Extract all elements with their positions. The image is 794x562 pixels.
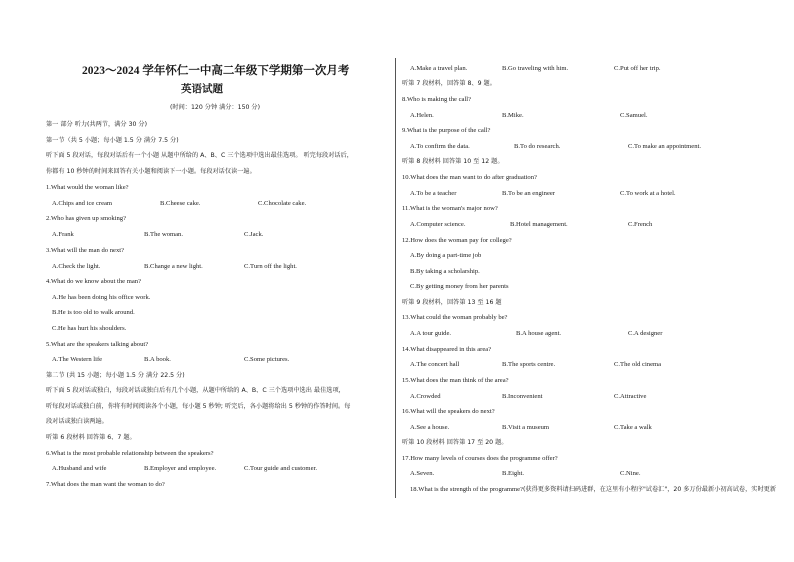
option-b: B.Eight. — [502, 470, 524, 477]
time-info: (时间：120 分钟 满分：150 分) — [170, 104, 261, 111]
question-18-text: 18.What is the strength of the programme? — [410, 486, 523, 493]
option-b: B.Mike. — [502, 112, 524, 119]
option-a: A.Chips and ice cream — [52, 200, 113, 207]
question-13: 13.What could the woman probably be? — [402, 314, 508, 321]
question-14: 14.What disappeared in this area? — [402, 346, 492, 353]
instruction-line: 听下面 5 段对话或独白，每段对话或独白后有几个小题，从题中所给的 A、B、C 三个选项中选出 最佳选项， — [46, 387, 345, 394]
option-c: C.Nine. — [620, 470, 641, 477]
option-c: C.To work at a hotel. — [620, 190, 676, 197]
question-4: 4.What do we know about the man? — [46, 278, 142, 285]
question-17: 17.How many levels of courses does the programme offer? — [402, 455, 558, 462]
option-a: A.Computer science. — [410, 221, 466, 228]
option-c: C.A designer — [628, 330, 663, 337]
option-a: A.Make a travel plan. — [410, 65, 468, 72]
option-a: A.Husband and wife — [52, 465, 107, 472]
option-c: C.Tour guide and customer. — [244, 465, 317, 472]
material-heading: 听第 7 段材料，回答第 8、9 题。 — [402, 80, 496, 87]
option-c: C.Samuel. — [620, 112, 648, 119]
option-a: A.The Western life — [52, 356, 103, 363]
option-b: B.To be an engineer — [502, 190, 556, 197]
option-b: B.Visit a museum — [502, 424, 550, 431]
option-a: A.Frank — [52, 231, 74, 238]
option-c: C.Put off her trip. — [614, 65, 661, 72]
option-a: A.A tour guide. — [410, 330, 452, 337]
question-5: 5.What are the speakers talking about? — [46, 341, 149, 348]
question-15: 15.What does the man think of the area? — [402, 377, 509, 384]
option-b: B.Hotel management. — [510, 221, 568, 228]
option-a: A.Check the light. — [52, 263, 101, 270]
option-c: C.To make an appointment. — [628, 143, 701, 150]
option-b: B.The woman. — [144, 231, 184, 238]
question-7: 7.What does the man want the woman to do? — [46, 481, 165, 488]
material-heading: 听第 10 段材料 回答第 17 至 20 题。 — [402, 439, 508, 446]
material-heading: 听第 6 段材料 回答第 6、7 题。 — [46, 434, 136, 441]
option-b: B.A book. — [144, 356, 171, 363]
option-b: B.He is too old to walk around. — [52, 309, 135, 316]
option-c: C.Turn off the light. — [244, 263, 297, 270]
option-a: A.Helen. — [410, 112, 434, 119]
question-8: 8.Who is making the call? — [402, 96, 472, 103]
option-c: C.By getting money from her parents — [410, 283, 509, 290]
option-a: A.By doing a part-time job — [410, 252, 482, 259]
option-a: A.To be a teacher — [410, 190, 457, 197]
instruction-line: 听下面 5 段对话，每段对话后有一个小题 从题中所给的 A、B、C 三个选项中选出最佳选项。 听完每段对话后， — [46, 152, 353, 159]
option-c: C.Take a walk — [614, 424, 652, 431]
question-10: 10.What does the man want to do after graduation? — [402, 174, 537, 181]
question-16: 16.What will the speakers do next? — [402, 408, 495, 415]
instruction-line: 你都有 10 秒钟的时间来回答有关小题和阅读下一小题。每段对话仅读一遍。 — [46, 168, 256, 175]
option-a: A.He has been doing his office work. — [52, 294, 151, 301]
option-c: C.French — [628, 221, 653, 228]
option-c: C.He has hurt his shoulders. — [52, 325, 127, 332]
option-b: B.The sports centre. — [502, 361, 556, 368]
part-heading: 第一 部分 听力(共两节，满分 30 分) — [46, 121, 148, 128]
option-c: C.Jack. — [244, 231, 264, 238]
option-c: C.Attractive — [614, 393, 647, 400]
instruction-line: 听每段对话或独白前，你将有时间阅读各个小题，每小题 5 秒钟; 听完后，各小题将给出 5 秒钟的作答时间。每 — [46, 403, 351, 410]
option-a: A.To confirm the data. — [410, 143, 470, 150]
section-heading: 第一节（共 5 小题；每小题 1.5 分 满分 7.5 分) — [46, 137, 179, 144]
question-6: 6.What is the most probable relationship between the speakers? — [46, 450, 214, 457]
question-18 — [410, 486, 776, 494]
option-c: C.Chocolate cake. — [258, 200, 307, 207]
option-b: B.By taking a scholarship. — [410, 268, 480, 275]
question-12: 12.How does the woman pay for college? — [402, 237, 512, 244]
option-b: B.To do research. — [514, 143, 561, 150]
question-3: 3.What will the man do next? — [46, 247, 125, 254]
material-heading: 听第 8 段材料 回答第 10 至 12 题。 — [402, 158, 504, 165]
material-heading: 听第 9 段材料，回答第 13 至 16 题 — [402, 299, 502, 306]
option-b: B.Go traveling with him. — [502, 65, 569, 72]
section-heading: 第二节 (共 15 小题；每小题 1.5 分 满分 22.5 分) — [46, 372, 185, 379]
instruction-line: 段对话或独白读两遍。 — [46, 418, 108, 425]
option-c: C.Some pictures. — [244, 356, 290, 363]
option-a: A.Crowded — [410, 393, 441, 400]
option-c: C.The old cinema — [614, 361, 662, 368]
option-b: B.A house agent. — [516, 330, 562, 337]
question-2: 2.Who has given up smoking? — [46, 215, 127, 222]
option-b: B.Inconvenient — [502, 393, 543, 400]
option-a: A.Seven. — [410, 470, 435, 477]
exam-title: 2023～2024 学年怀仁一中高二年级下学期第一次月考 — [82, 65, 350, 77]
column-divider — [395, 58, 396, 498]
question-9: 9.What is the purpose of the call? — [402, 127, 491, 134]
option-b: B.Cheese cake. — [160, 200, 201, 207]
option-b: B.Change a new light. — [144, 263, 203, 270]
option-a: A.The concert hall — [410, 361, 460, 368]
question-1: 1.What would the woman like? — [46, 184, 129, 191]
option-b: B.Employer and employee. — [144, 465, 217, 472]
option-a: A.See a house. — [410, 424, 450, 431]
exam-subtitle: 英语试题 — [181, 84, 223, 95]
watermark-text: (获得更多资料请扫码进群，在这里有小程序"试卷汇"，20 多万份最新小初高试卷，实时更新 — [522, 486, 777, 493]
question-11: 11.What is the woman's major now? — [402, 205, 498, 212]
